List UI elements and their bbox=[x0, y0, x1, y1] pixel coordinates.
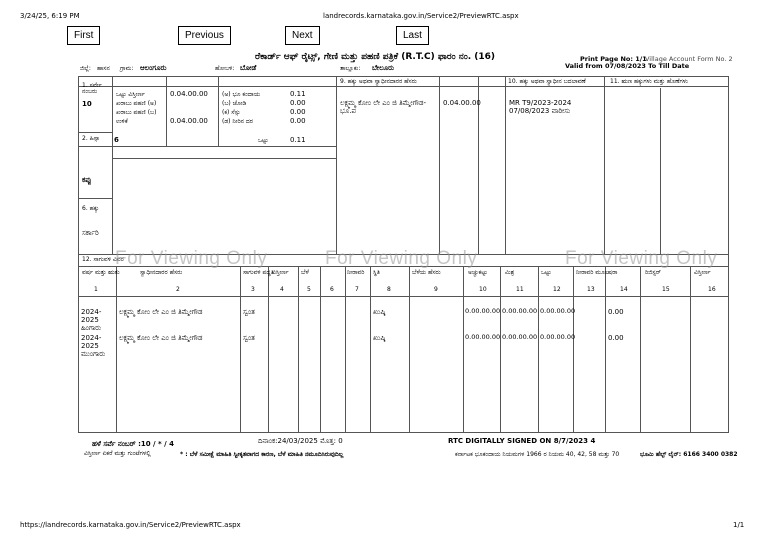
next-page-button[interactable]: Next bbox=[285, 26, 320, 45]
assess-row-4-label: (ಡ) ನೀರಿನ ದರ bbox=[222, 118, 253, 125]
assess-row-3-label: (ಕ) ಸೆಸ್ಸು bbox=[222, 109, 241, 116]
assess-row-2-label: (ಬ) ಜೋಡಿ bbox=[222, 100, 247, 107]
crop-col-2: ಸ್ವಾಧೀನದಾರರ ಹೆಸರು bbox=[140, 269, 183, 276]
watermark-1: For Viewing Only bbox=[115, 248, 268, 269]
area-row-4-label: ಉಳಿಕೆ bbox=[116, 118, 128, 125]
owner-column-header: 9. ಹಕ್ಕು ಅಥವಾ ಸ್ವಾಧೀನದಾರರ ಹೆಸರು bbox=[340, 78, 417, 85]
crop-col-num-13: 13 bbox=[587, 286, 595, 293]
crop-row-2-holder: ಲಕ್ಷ್ಮಮ್ಮ ಕೋಂ ಲೇ ಎಂ ಜಿ ತಿಮ್ಮೇಗೌಡ bbox=[119, 334, 203, 342]
first-page-button[interactable]: First bbox=[67, 26, 100, 45]
assess-row-1-label: (ಅ) ಭೂ ಕಂದಾಯ bbox=[222, 91, 261, 98]
area-row-3-label: ಖರಾಬು ಪಹಣಿ (ಬ) bbox=[116, 109, 157, 116]
crop-col-num-16: 16 bbox=[708, 286, 716, 293]
owner-name: ಲಕ್ಷ್ಮಮ್ಮ ಕೋಂ ಲೇ ಎಂ ಜಿ ತಿಮ್ಮೇಗೌಡ- ಭೂ.ಪ bbox=[340, 99, 426, 116]
district-value: ಹಾಸನ bbox=[97, 65, 110, 72]
crop-row-2-a11: 0.00.00.00 bbox=[502, 333, 538, 341]
village-value: ಆಲಂಗೂರು bbox=[140, 64, 167, 72]
old-survey-note: ವಿಸ್ತೀರ್ಣ ಏಕರೆ ಮತ್ತು ಗುಂಟೆಗಳಲ್ಲಿ bbox=[84, 450, 151, 457]
crop-col-14: ರಿಜಿಸ್ಟರ್ bbox=[645, 269, 661, 276]
crop-row-1-holder: ಲಕ್ಷ್ಮಮ್ಮ ಕೋಂ ಲೇ ಎಂ ಜಿ ತಿಮ್ಮೇಗೌಡ bbox=[119, 308, 203, 316]
print-url: landrecords.karnataka.gov.in/Service2/PreviewRTC.aspx bbox=[323, 12, 519, 20]
helpline-number: ಭೂಮಿ ಹೆಲ್ಪ್ ಲೈನ್: 6166 3400 0382 bbox=[640, 451, 738, 458]
crop-col-num-15: 15 bbox=[662, 286, 670, 293]
crop-row-1-a12: 0.00.00.00 bbox=[540, 307, 576, 315]
watermark-2: For Viewing Only bbox=[325, 248, 478, 269]
soil-type: ಕಪ್ಪು bbox=[82, 176, 92, 184]
crop-col-num-12: 12 bbox=[553, 286, 561, 293]
print-footer-url: https://landrecords.karnataka.gov.in/Service2/PreviewRTC.aspx bbox=[20, 521, 241, 529]
crop-row-1-a14: 0.00 bbox=[608, 308, 624, 316]
print-datetime: 3/24/25, 6:19 PM bbox=[20, 12, 80, 20]
rules-footnote: ಕರ್ನಾಟಕ ಭೂಕಂದಾಯ ನಿಯಮಗಳ 1966 ರ ನಿಯಮ 40, 42, 58 ಮತ್ತು 70 bbox=[455, 451, 620, 458]
crop-col-num-10: 10 bbox=[479, 286, 487, 293]
crop-col-4: ವಿಸ್ತೀರ್ಣ bbox=[272, 269, 289, 276]
hobli-label: ಹೋಬಳಿ: bbox=[215, 65, 235, 72]
area-row-2-label: ಖರಾಬು ಪಹಣಿ (ಅ) bbox=[116, 100, 157, 107]
print-page-no: Print Page No: 1/1 bbox=[580, 55, 647, 63]
village-label: ಗ್ರಾಮ: bbox=[120, 65, 134, 72]
hobli-value: ಬೋಡೆ bbox=[240, 64, 257, 72]
survey-label: 1. ಸರ್ವೇ ನಂಬರು bbox=[82, 82, 102, 95]
crop-col-num-2: 2 bbox=[176, 286, 180, 293]
crop-row-2-a12: 0.00.00.00 bbox=[540, 333, 576, 341]
crop-col-num-7: 7 bbox=[355, 286, 359, 293]
crop-col-8: ಬೆಳೆಯ ಹೆಸರು bbox=[412, 269, 441, 276]
previous-page-button[interactable]: Previous bbox=[178, 26, 231, 45]
crop-row-2-crop: ಖುಷ್ಕಿ bbox=[373, 334, 386, 342]
crop-col-num-3: 3 bbox=[251, 286, 255, 293]
crop-col-num-14: 14 bbox=[620, 286, 628, 293]
watermark-3: For Viewing Only bbox=[565, 248, 718, 269]
crop-row-1-method: ಸ್ವಂತ bbox=[243, 308, 255, 316]
crop-col-6: ನೀರಾವರಿ bbox=[347, 269, 365, 276]
crop-row-1-crop: ಖುಷ್ಕಿ bbox=[373, 308, 386, 316]
survey-number: 10 bbox=[82, 100, 92, 108]
crop-row-2-method: ಸ್ವಂತ bbox=[243, 334, 255, 342]
area-row-1-value: 0.04.00.00 bbox=[170, 90, 208, 98]
crop-col-num-8: 8 bbox=[387, 286, 391, 293]
crop-col-3: ಸಾಗುವಳಿ ಪದ್ಧತಿ bbox=[243, 269, 274, 276]
crop-col-15: ವಿಸ್ತೀರ್ಣ bbox=[694, 269, 711, 276]
old-survey-number: ಹಳೆ ಸರ್ವೆ ನಂಬರ್ :10 / * / 4 bbox=[92, 440, 174, 448]
crop-row-2-season: 2024-2025 ಮುಂಗಾರು bbox=[81, 334, 106, 359]
print-page-count: 1/1 bbox=[733, 521, 745, 529]
assess-total-value: 0.11 bbox=[290, 136, 306, 144]
crop-col-11: ಒಟ್ಟು bbox=[541, 269, 552, 276]
crop-col-7: ಸ್ಥಿತಿ bbox=[373, 269, 380, 276]
tenure-label: 6. ಹಕ್ಕು bbox=[82, 205, 99, 212]
taluk-value: ಬೇಲೂರು bbox=[372, 64, 395, 72]
crop-section-label: 12. ಸಾಗುವಳಿ ವಿವರ bbox=[82, 256, 124, 263]
assess-total-label: ಒಟ್ಟು bbox=[258, 137, 269, 144]
area-row-1-label: ಒಟ್ಟು ವಿಸ್ತೀರ್ಣ bbox=[116, 91, 145, 98]
assess-row-4-value: 0.00 bbox=[290, 117, 306, 125]
area-row-4-value: 0.04.00.00 bbox=[170, 117, 208, 125]
assess-row-2-value: 0.00 bbox=[290, 99, 306, 107]
crop-col-num-1: 1 bbox=[94, 286, 98, 293]
crop-row-2-a14: 0.00 bbox=[608, 334, 624, 342]
valid-from: Valid from 07/08/2023 To Till Date bbox=[565, 62, 690, 70]
last-page-button[interactable]: Last bbox=[396, 26, 429, 45]
crop-col-num-11: 11 bbox=[516, 286, 524, 293]
crop-col-5: ಬೆಳೆ bbox=[301, 269, 309, 276]
crop-survey-footnote: * : ಬೆಳೆ ಸಮೀಕ್ಷೆ ಮಾಹಿತಿ ಸ್ವೀಕೃತವಾಗದ ಕಾರಣ, ಬೆಳೆ ಮಾಹಿತಿ ನಮೂದಿಸಿರುವುದಿಲ್ಲ bbox=[180, 451, 344, 458]
village-form-no: Village Account Form No. 2 bbox=[645, 55, 733, 63]
crop-col-13: ಷರಾ bbox=[608, 269, 618, 276]
crop-col-1: ವರ್ಷ ಮತ್ತು ಋತು bbox=[82, 269, 120, 276]
hissa-number: 6 bbox=[114, 136, 119, 144]
crop-col-12: ನೀರಾವರಿ ಮೂಲ bbox=[576, 269, 609, 276]
hissa-label: 2. ಹಿಸ್ಸಾ bbox=[82, 135, 100, 142]
crop-col-num-5: 5 bbox=[307, 286, 311, 293]
mutation-header: 10. ಹಕ್ಕು ಅಥವಾ ಸ್ವಾಧೀನ ಬದಲಾವಣೆ bbox=[508, 78, 586, 85]
liabilities-header: 11. ಋಣ ಹಕ್ಕುಗಳು ಮತ್ತು ಹೊಣೆಗಳು bbox=[610, 78, 688, 85]
district-label: ಜಿಲ್ಲೆ: bbox=[80, 65, 91, 72]
tenure-value: ಸರ್ಕಾರಿ bbox=[82, 229, 99, 237]
assess-row-3-value: 0.00 bbox=[290, 108, 306, 116]
rtc-title: ರೆಕಾರ್ಡ್ ಆಫ್ ರೈಟ್ಸ್, ಗೇಣಿ ಮತ್ತು ಪಹಣಿ ಪತ್ರಿಕೆ (R.T.C) ಫಾರಂ ನಂ. (16) bbox=[255, 52, 495, 62]
crop-row-1-a10: 0.00.00.00 bbox=[465, 307, 501, 315]
crop-col-num-6: 6 bbox=[330, 286, 334, 293]
crop-row-2-a10: 0.00.00.00 bbox=[465, 333, 501, 341]
crop-col-num-4: 4 bbox=[280, 286, 284, 293]
assess-row-1-value: 0.11 bbox=[290, 90, 306, 98]
crop-row-1-a11: 0.00.00.00 bbox=[502, 307, 538, 315]
crop-col-10: ಮಿಶ್ರ bbox=[505, 269, 515, 276]
taluk-label: ತಾಲ್ಲೂಕು: bbox=[340, 65, 361, 72]
mutation-entry: MR T9/2023-2024 07/08/2023 ವಾರೀಸು bbox=[509, 99, 572, 116]
crop-col-num-9: 9 bbox=[434, 286, 438, 293]
crop-row-1-season: 2024-2025 ಹಿಂಗಾರು bbox=[81, 308, 102, 333]
digital-signature-note: RTC DIGITALLY SIGNED ON 8/7/2023 4 bbox=[448, 437, 596, 445]
crop-col-9: ಅಚ್ಚುಕಟ್ಟು bbox=[468, 269, 488, 276]
owner-extent: 0.04.00.00 bbox=[443, 99, 481, 107]
issue-date-amount: ದಿನಾಂಕ:24/03/2025 ಮೊತ್ತ: 0 bbox=[258, 437, 343, 445]
